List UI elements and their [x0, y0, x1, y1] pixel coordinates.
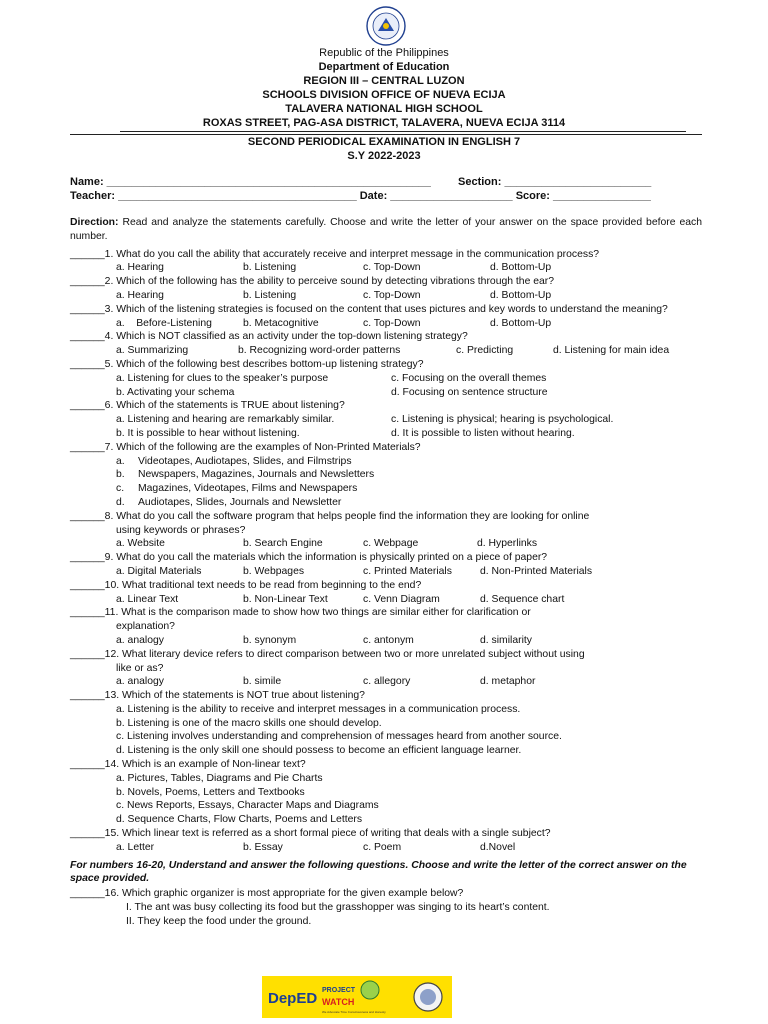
question-text: ______7. Which of the following are the examples of Non-Printed Materials?: [70, 441, 421, 453]
option: d. similarity: [480, 634, 532, 646]
option: a. Listening and hearing are remarkably similar.: [116, 414, 335, 426]
name-field: Name: _____________________________________________________: [70, 176, 431, 188]
options: [70, 841, 702, 855]
address-line: ROXAS STREET, PAG-ASA DISTRICT, TALAVERA, NUEVA ECIJA 3114: [202, 117, 566, 129]
question-text: ______9. What do you call the materials which the information is physically printed on a piece of paper?: [70, 552, 548, 564]
option: b. Non-Linear Text: [243, 593, 328, 605]
option: b. Novels, Poems, Letters and Textbooks: [116, 786, 305, 798]
question-text: ______14. Which is an example of Non-linear text?: [70, 759, 306, 771]
republic-line: Republic of the Philippines: [319, 47, 449, 59]
question-text: ______6. Which of the statements is TRUE about listening?: [70, 400, 345, 412]
option: a. Hearing: [116, 289, 164, 301]
direction: [70, 216, 702, 244]
option: d. Listening is the only skill one should possess to become an efficient language learner.: [116, 745, 522, 757]
option: d. Focusing on sentence structure: [391, 386, 548, 398]
option: c. Listening involves understanding and comprehension of messages heard from another source.: [116, 731, 562, 743]
question-text: ______12. What literary device refers to direct comparison between two or more unrelated subject without using: [70, 648, 585, 660]
teacher-date-score-field: Teacher: _______________________________________ Date: ____________________ Score: ________________: [70, 190, 651, 202]
question-text: ______8. What do you call the software program that helps people find the information they are looking for online: [70, 510, 590, 522]
option: a. Before-Listening: [116, 317, 212, 329]
option: c. Top-Down: [363, 289, 421, 301]
question-15: [70, 827, 702, 855]
option: b. synonym: [243, 634, 297, 646]
question-text-continued: explanation?: [116, 621, 175, 633]
question-6: [70, 399, 702, 440]
option: b. Listening: [243, 262, 297, 274]
exam-title: SECOND PERIODICAL EXAMINATION IN ENGLISH 7: [247, 136, 521, 148]
option: c. News Reports, Essays, Character Maps and Diagrams: [116, 800, 379, 812]
options: [70, 372, 702, 400]
option: b. Listening is one of the macro skills one should develop.: [116, 717, 382, 729]
section-field: Section: ________________________: [458, 176, 652, 188]
option: b. Listening: [243, 289, 297, 301]
option: a. Hearing: [116, 262, 164, 274]
question-5: [70, 358, 702, 399]
options: [70, 344, 702, 358]
options: [70, 593, 702, 607]
header-rule-bottom: [70, 134, 702, 135]
footer-logo-strip: [262, 976, 452, 1018]
options: [70, 289, 702, 303]
department-line: Department of Education: [318, 61, 450, 73]
project-tagline: We Advocate Time Consciousness and Honesty: [322, 1010, 386, 1014]
school-seal-inner: [420, 989, 436, 1005]
option: d.Novel: [480, 841, 516, 853]
option: a. Summarizing: [116, 345, 189, 357]
question-14: [70, 758, 702, 827]
option: a. Website: [116, 538, 165, 550]
option: c. antonym: [363, 634, 414, 646]
option: d. Sequence chart: [480, 593, 565, 605]
question-text: ______1. What do you call the ability that accurately receive and interpret message in the communication process?: [70, 248, 600, 260]
option: c. Magazines, Videotapes, Films and Newspapers: [116, 483, 358, 495]
option: b. Webpages: [243, 565, 305, 577]
question-text: ______11. What is the comparison made to show how two things are similar either for clarification or: [70, 607, 531, 619]
question-text: ______3. Which of the listening strategies is focused on the content that uses pictures and key words to understand the meaning?: [70, 303, 668, 315]
option: d. It is possible to listen without hearing.: [391, 427, 575, 439]
option: a. analogy: [116, 676, 164, 688]
option: c. allegory: [363, 676, 411, 688]
option: a. Digital Materials: [116, 565, 202, 577]
question-text-continued: using keywords or phrases?: [116, 524, 246, 536]
option: c. Top-Down: [363, 262, 421, 274]
section-instruction: For numbers 16-20, Understand and answer the following questions. Choose and write the letter of the correct answer on the space provided.: [70, 859, 687, 885]
header-rule-top: [120, 131, 686, 132]
deped-logo: DepED: [268, 990, 318, 1007]
project-name: WATCH: [322, 997, 355, 1007]
school-line: TALAVERA NATIONAL HIGH SCHOOL: [285, 103, 483, 115]
options: [70, 675, 702, 689]
question-10: [70, 579, 702, 607]
option: b. Search Engine: [243, 538, 323, 550]
question-text: ______16. Which graphic organizer is most appropriate for the given example below?: [70, 888, 464, 900]
option: c. Focusing on the overall themes: [391, 372, 547, 384]
question-text: ______2. Which of the following has the ability to perceive sound by detecting vibrations through the ear?: [70, 276, 555, 288]
example-line: I. The ant was busy collecting its food but the grasshopper was singing to its heart’s content.: [126, 902, 550, 914]
option: d. Listening for main idea: [553, 345, 670, 357]
option: c. Poem: [363, 841, 402, 853]
exam-body: [70, 216, 702, 929]
options: [70, 565, 702, 579]
direction-text: Read and analyze the statements carefully. Choose and write the letter of your answer on the space provided before each number.: [70, 217, 702, 242]
question-13: [70, 689, 702, 758]
option: d. Bottom-Up: [490, 262, 552, 274]
school-year: S.Y 2022-2023: [347, 150, 421, 162]
direction-label: Direction:: [70, 217, 119, 228]
deped-seal-logo: [366, 6, 406, 46]
question-16: [70, 887, 702, 928]
options: [70, 413, 702, 441]
clock-icon: [361, 981, 379, 999]
question-2: [70, 275, 702, 303]
option: a. Letter: [116, 841, 155, 853]
question-text: ______4. Which is NOT classified as an activity under the top-down listening strategy?: [70, 331, 468, 343]
option: d. Hyperlinks: [477, 538, 538, 550]
question-1: [70, 248, 702, 276]
option: a. Listening is the ability to receive and interpret messages in a communication process.: [116, 703, 521, 715]
option: c. Predicting: [456, 345, 514, 357]
option: b. Activating your schema: [116, 386, 235, 398]
question-3: [70, 303, 702, 331]
question-9: [70, 551, 702, 579]
project-label: PROJECT: [322, 987, 356, 994]
options: [70, 537, 702, 551]
option: c. Printed Materials: [363, 565, 452, 577]
question-text: ______10. What traditional text needs to be read from beginning to the end?: [70, 579, 422, 591]
option: a. analogy: [116, 634, 164, 646]
option: a. Listening for clues to the speaker’s purpose: [116, 372, 329, 384]
option: d. Non-Printed Materials: [480, 565, 593, 577]
option: d. Sequence Charts, Flow Charts, Poems and Letters: [116, 814, 363, 826]
question-text: ______5. Which of the following best describes bottom-up listening strategy?: [70, 358, 424, 370]
option: c. Venn Diagram: [363, 593, 440, 605]
question-text: ______15. Which linear text is referred as a short formal piece of writing that deals with a single subject?: [70, 828, 551, 840]
example-line: II. They keep the food under the ground.: [126, 915, 312, 927]
options: [70, 317, 702, 331]
option: b. Essay: [243, 841, 283, 853]
option: a. Linear Text: [116, 593, 179, 605]
option: b. Newspapers, Magazines, Journals and Newsletters: [116, 469, 375, 481]
option: a. Videotapes, Audiotapes, Slides, and Filmstrips: [116, 455, 352, 467]
question-12: [70, 648, 702, 689]
option: a. Pictures, Tables, Diagrams and Pie Charts: [116, 772, 323, 784]
option: c. Listening is physical; hearing is psychological.: [391, 414, 614, 426]
division-line: SCHOOLS DIVISION OFFICE OF NUEVA ECIJA: [262, 89, 506, 101]
option: d. Bottom-Up: [490, 289, 552, 301]
option: d. Audiotapes, Slides, Journals and Newsletter: [116, 496, 342, 508]
question-8: [70, 510, 702, 551]
option: c. Top-Down: [363, 317, 421, 329]
question-11: [70, 606, 702, 647]
question-text-continued: like or as?: [116, 662, 164, 674]
option: d. metaphor: [480, 676, 536, 688]
option: d. Bottom-Up: [490, 317, 552, 329]
options: [70, 261, 702, 275]
options: [70, 634, 702, 648]
option: b. simile: [243, 676, 282, 688]
option: c. Webpage: [363, 538, 419, 550]
footer-logos-graphic: [262, 976, 452, 1018]
question-4: [70, 330, 702, 358]
option: b. Metacognitive: [243, 317, 319, 329]
region-line: REGION III – CENTRAL LUZON: [303, 75, 465, 87]
question-text: ______13. Which of the statements is NOT true about listening?: [70, 690, 365, 702]
option: b. Recognizing word-order patterns: [238, 345, 401, 357]
question-7: [70, 441, 702, 510]
option: b. It is possible to hear without listening.: [116, 427, 300, 439]
